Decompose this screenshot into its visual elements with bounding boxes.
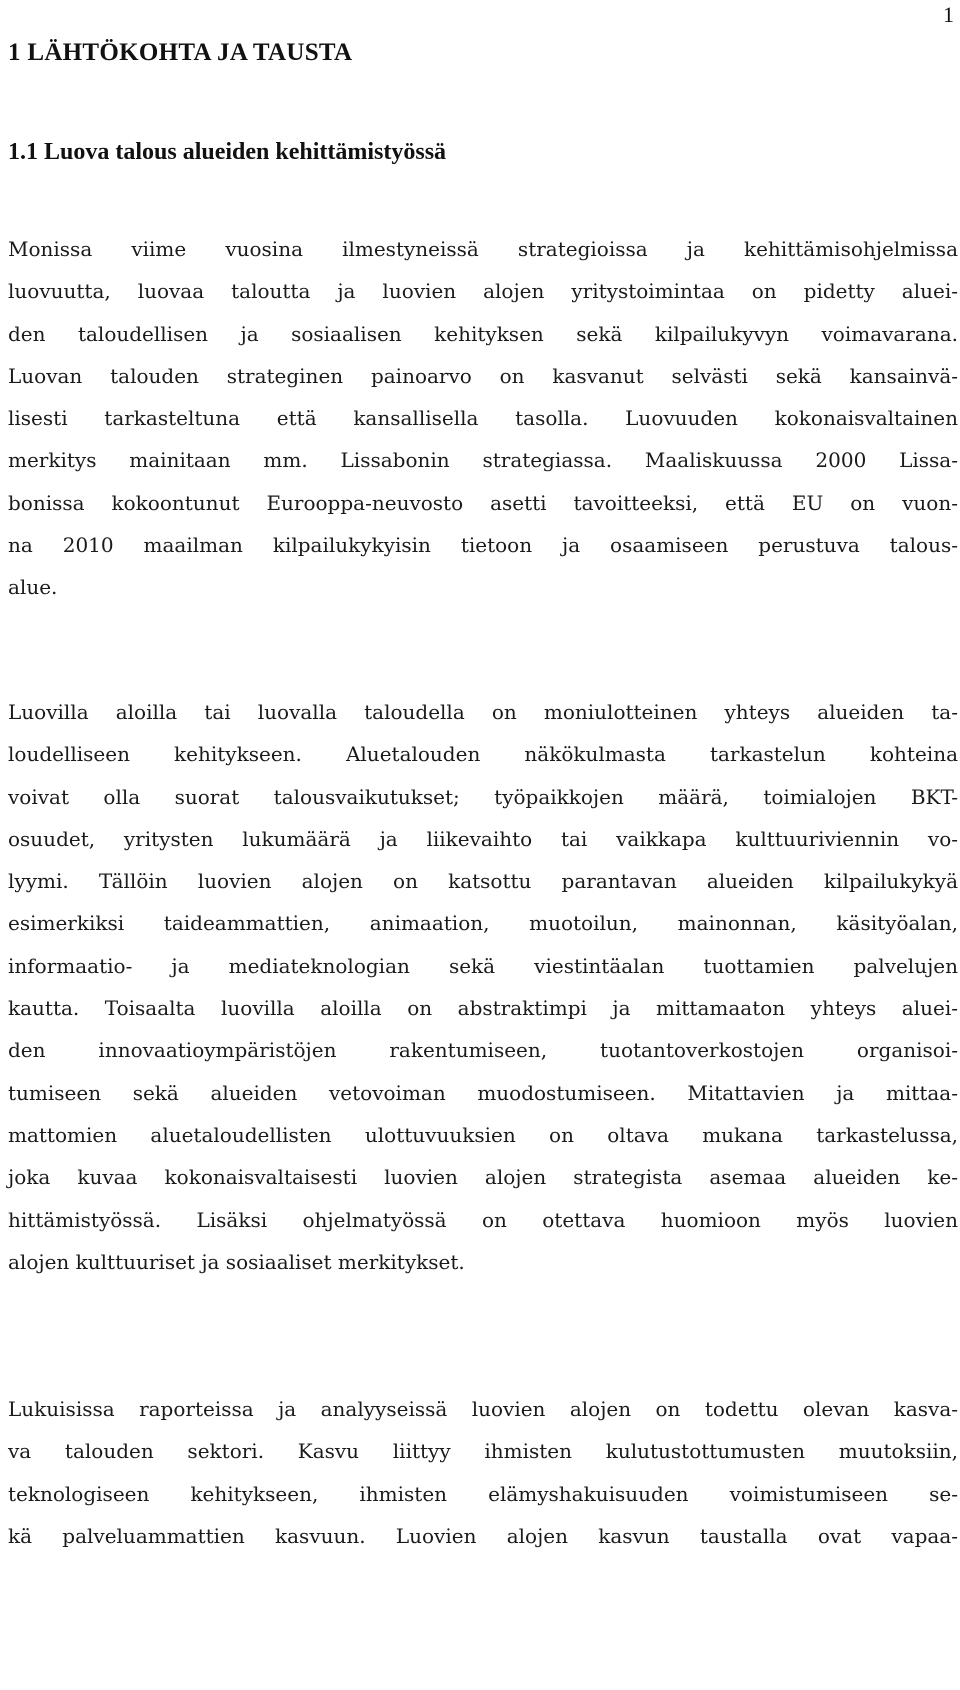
page-number: 1 [943, 2, 954, 27]
paragraph-line: mattomien aluetaloudellisten ulottuvuuksien on oltava mukana tarkastelussa, [8, 1122, 958, 1147]
paragraph-line: Luovan talouden strateginen painoarvo on kasvanut selvästi sekä kansainvä- [8, 363, 958, 388]
paragraph-3 [8, 1388, 958, 1557]
paragraph-line: voivat olla suorat talousvaikutukset; työpaikkojen määrä, toimialojen BKT- [8, 784, 958, 809]
chapter-heading: 1 LÄHTÖKOHTA JA TAUSTA [8, 39, 353, 66]
paragraph-2 [8, 691, 958, 1283]
paragraph-line: den innovaatioympäristöjen rakentumiseen, tuotantoverkostojen organisoi- [8, 1038, 958, 1063]
paragraph-line: merkitys mainitaan mm. Lissabonin strategiassa. Maaliskuussa 2000 Lissa- [8, 448, 958, 473]
paragraph-line: hittämistyössä. Lisäksi ohjelmatyössä on otettava huomioon myös luovien [8, 1207, 958, 1232]
paragraph-line: luovuutta, luovaa taloutta ja luovien alojen yritystoimintaa on pidetty aluei- [8, 279, 958, 304]
paragraph-line: teknologiseen kehitykseen, ihmisten elämyshakuisuuden voimistumiseen se- [8, 1481, 958, 1506]
paragraph-line: joka kuvaa kokonaisvaltaisesti luovien alojen strategista asemaa alueiden ke- [8, 1165, 958, 1190]
paragraph-line: Lukuisissa raporteissa ja analyyseissä luovien alojen on todettu olevan kasva- [8, 1397, 958, 1421]
paragraph-line: lyymi. Tällöin luovien alojen on katsottu parantavan alueiden kilpailukykyä [8, 869, 958, 894]
paragraph-line: den taloudellisen ja sosiaalisen kehityksen sekä kilpailukyvyn voimavarana. [8, 321, 958, 346]
section-heading: 1.1 Luova talous alueiden kehittämistyössä [8, 139, 447, 165]
paragraph-line: bonissa kokoontunut Eurooppa-neuvosto asetti tavoitteeksi, että EU on vuon- [8, 490, 958, 515]
paragraph-line: Luovilla aloilla tai luovalla taloudella on moniulotteinen yhteys alueiden ta- [8, 700, 958, 724]
paragraph-line: lisesti tarkasteltuna että kansallisella tasolla. Luovuuden kokonaisvaltainen [8, 406, 958, 431]
paragraph-line: va talouden sektori. Kasvu liittyy ihmisten kulutustottumusten muutoksiin, [8, 1439, 958, 1464]
paragraph-line: alue. [8, 575, 58, 600]
paragraph-line: na 2010 maailman kilpailukykyisin tietoon ja osaamiseen perustuva talous- [8, 533, 958, 558]
paragraph-line: Monissa viime vuosina ilmestyneissä strategioissa ja kehittämisohjelmissa [8, 237, 958, 261]
paragraph-line: informaatio- ja mediateknologian sekä viestintäalan tuottamien palvelujen [8, 953, 958, 978]
paragraph-line: esimerkiksi taideammattien, animaation, muotoilun, mainonnan, käsityöalan, [8, 911, 958, 936]
paragraph-line: tumiseen sekä alueiden vetovoiman muodostumiseen. Mitattavien ja mittaa- [8, 1080, 958, 1105]
paragraph-line: alojen kulttuuriset ja sosiaaliset merkitykset. [8, 1249, 465, 1274]
paragraph-line: osuudet, yritysten lukumäärä ja liikevaihto tai vaikkapa kulttuuriviennin vo- [8, 826, 958, 851]
paragraph-1 [8, 228, 958, 609]
paragraph-line: kautta. Toisaalta luovilla aloilla on abstraktimpi ja mittamaaton yhteys aluei- [8, 996, 958, 1021]
paragraph-line: loudelliseen kehitykseen. Aluetalouden näkökulmasta tarkastelun kohteina [8, 742, 958, 767]
paragraph-line: kä palveluammattien kasvuun. Luovien alojen kasvun taustalla ovat vapaa- [8, 1523, 958, 1548]
